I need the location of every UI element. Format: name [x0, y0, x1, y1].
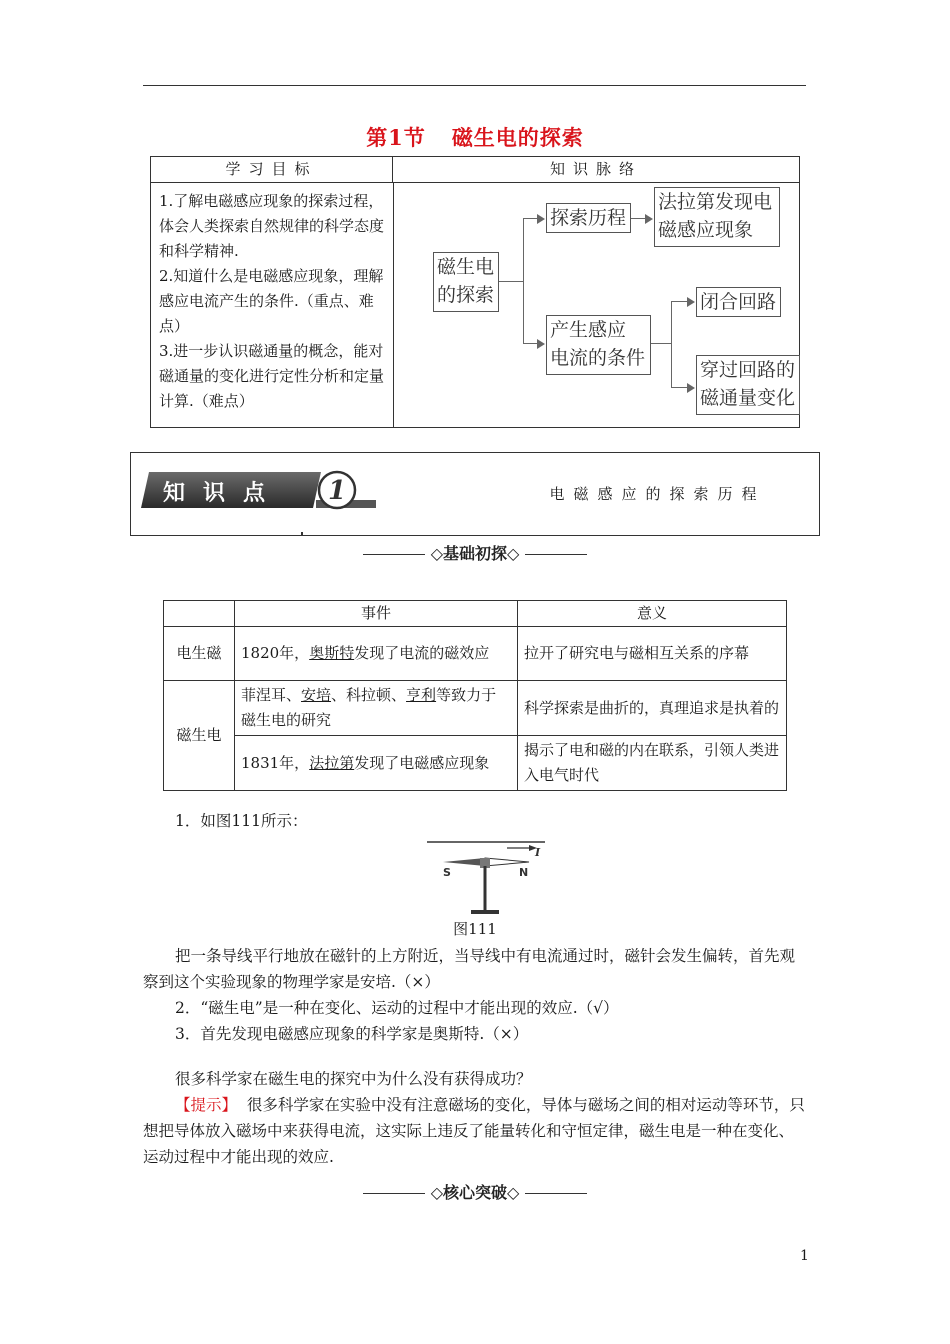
meaning-cell: 科学探索是曲折的，真理追求是执着的 — [518, 681, 787, 736]
goal-line: 和科学精神. — [159, 242, 239, 260]
subheading-basics: ◇基础初探◇ — [0, 541, 950, 564]
goal-line: 3.进一步认识磁通量的概念，能对 — [159, 342, 384, 360]
needle-south — [443, 858, 485, 866]
goal-line: 计算.（难点） — [159, 392, 254, 410]
goal-line: 2.知道什么是电磁感应现象，理解 — [159, 267, 384, 285]
badge-tick — [301, 532, 303, 536]
event-cell: 1820年，奥斯特发现了电流的磁效应 — [235, 627, 518, 681]
table-row — [164, 736, 787, 791]
arrow-icon — [645, 214, 653, 224]
mindmap-connector — [671, 301, 687, 302]
objectives-table — [150, 156, 800, 428]
blank-header-cell — [164, 601, 235, 627]
event-table — [163, 600, 787, 791]
mindmap-connector — [499, 281, 523, 282]
question-1-text: 把一条导线平行地放在磁针的上方附近，当导线中有电流通过时，磁针会发生偏转，首先观察到这个实验现象的物理学家是安培.（×） — [143, 947, 796, 991]
mindmap-leaf-closed-loop: 闭合回路 — [696, 287, 781, 317]
subheading-core: ◇核心突破◇ — [0, 1180, 950, 1203]
figure-caption: 图111 — [453, 920, 497, 938]
badge-number: 1 — [327, 476, 347, 506]
discussion-question: 很多科学家在磁生电的探究中为什么没有获得成功？ — [175, 1070, 532, 1088]
figure-compass — [425, 836, 555, 918]
mindmap-connector — [631, 218, 645, 219]
south-label: S — [443, 866, 451, 879]
mindmap-leaf-faraday: 法拉第发现电 磁感应现象 — [654, 187, 780, 247]
category-cell: 磁生电 — [164, 681, 235, 791]
meaning-cell: 拉开了研究电与磁相互关系的序幕 — [518, 627, 787, 681]
hint-paragraph — [143, 1092, 808, 1170]
page-number: 1 — [800, 1248, 809, 1264]
section-title: 电磁感应的探索历程 — [549, 485, 766, 503]
north-label: N — [519, 866, 529, 879]
mindmap-connector — [671, 301, 672, 387]
knowledge-point-badge — [141, 470, 431, 510]
column-divider — [393, 183, 394, 428]
category-cell: 电生磁 — [164, 627, 235, 681]
mindmap-branch-history: 探索历程 — [546, 203, 631, 233]
arrow-icon — [537, 214, 545, 224]
header-meaning: 意义 — [518, 601, 787, 627]
goal-line: 磁通量的变化进行定性分析和定量 — [159, 367, 385, 385]
table-header-row — [164, 601, 787, 627]
event-cell: 1831年，法拉第发现了电磁感应现象 — [235, 736, 518, 791]
mindmap-connector — [651, 343, 671, 344]
current-label: I — [535, 846, 541, 859]
header-event: 事件 — [235, 601, 518, 627]
stand-base — [471, 910, 499, 914]
goal-line: 点） — [159, 317, 190, 335]
event-cell: 菲涅耳、安培、科拉顿、亨利等致力于磁生电的研究 — [235, 681, 518, 736]
arrow-icon — [537, 339, 545, 349]
mindmap-branch-conditions: 产生感应 电流的条件 — [546, 315, 651, 375]
goals-list — [159, 189, 387, 414]
hint-text: 很多科学家在实验中没有注意磁场的变化，导体与磁场之间的相对运动等环节，只想把导体放入磁场中来获得电流，这实际上违反了能量转化和守恒定律，磁生电是一种在变化、运动过程中才能出现的效应. — [143, 1096, 805, 1166]
goal-line: 感应电流产生的条件.（重点、难 — [159, 292, 374, 310]
hint-tag: 【提示】 — [175, 1096, 238, 1114]
goal-line: 体会人类探索自然规律的科学态度 — [159, 217, 385, 235]
meaning-cell: 揭示了电和磁的内在联系，引领人类进入电气时代 — [518, 736, 787, 791]
question-1: 1．如图111所示： — [175, 812, 308, 830]
needle-north — [485, 858, 529, 866]
question-2: 2．“磁生电”是一种在变化、运动的过程中才能出现的效应.（√） — [175, 999, 619, 1017]
question-3: 3．首先发现电磁感应现象的科学家是奥斯特.（×） — [175, 1025, 529, 1043]
badge-label: 知识点 — [163, 481, 284, 506]
table-row — [164, 627, 787, 681]
page-title: 第1节 磁生电的探索 — [366, 125, 584, 150]
mindmap-root: 磁生电 的探索 — [433, 252, 499, 312]
goal-line: 1.了解电磁感应现象的探索过程， — [159, 192, 384, 210]
mindmap-connector — [523, 343, 537, 344]
arrow-icon — [687, 297, 695, 307]
objectives-header: 学习目标 — [151, 157, 393, 183]
knowledge-map-header: 知识脉络 — [393, 157, 799, 183]
mindmap-connector — [523, 218, 537, 219]
knowledge-point-header — [130, 452, 820, 536]
mindmap-connector — [523, 218, 524, 343]
mindmap-connector — [671, 387, 687, 388]
table-row — [164, 681, 787, 736]
mindmap-leaf-flux-change: 穿过回路的 磁通量变化 — [696, 355, 800, 415]
top-rule — [143, 85, 806, 86]
arrow-icon — [687, 383, 695, 393]
